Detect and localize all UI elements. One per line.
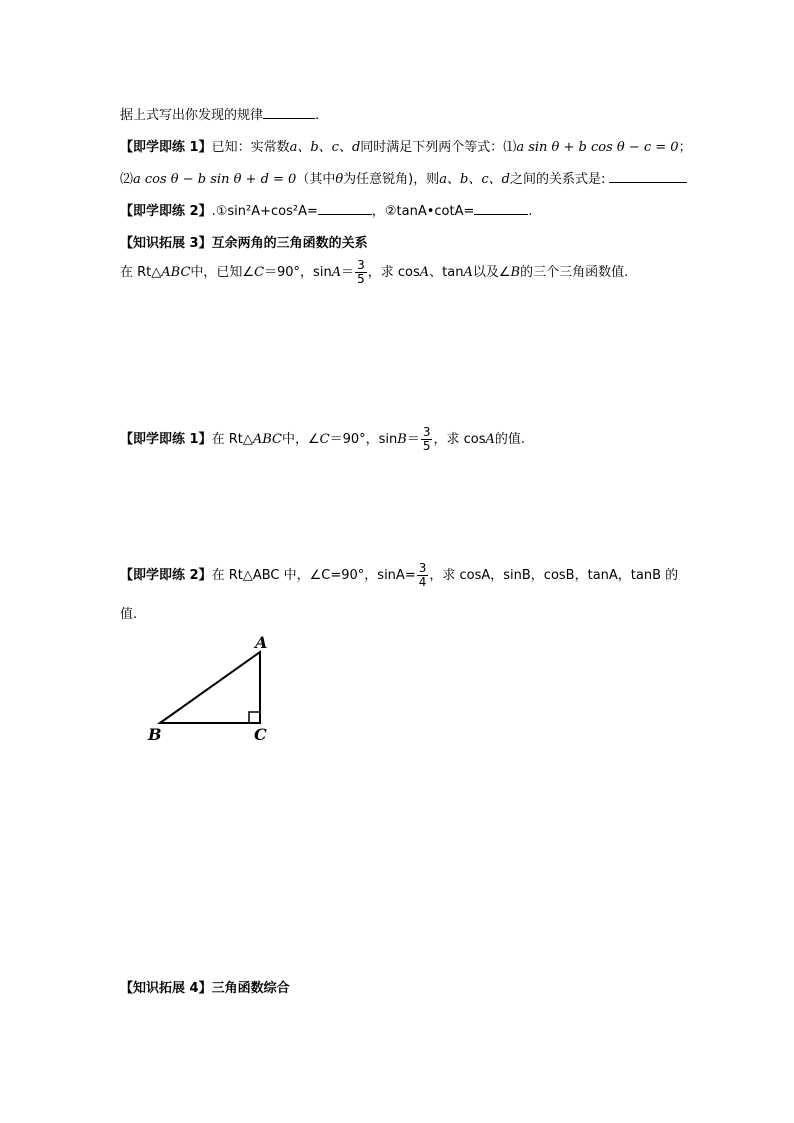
numerator: 3 xyxy=(357,258,365,272)
problem-text: 、tan xyxy=(429,265,464,280)
problem-text: 在 Rt△ABC 中，∠C=90°，sinA= xyxy=(211,568,416,583)
practice-2-problem xyxy=(120,562,678,589)
comma: ， xyxy=(371,204,385,219)
triangle-shape xyxy=(160,652,260,723)
separator: ； xyxy=(678,140,692,155)
numerator: 3 xyxy=(422,425,431,439)
fraction xyxy=(421,426,433,453)
practice-tag: 【即学即练 1】 xyxy=(120,432,212,447)
equation-2: a cos θ − b sin θ + d = 0 xyxy=(133,172,297,187)
equation-label: ⑴ xyxy=(503,140,517,155)
variables: a、b、c、d xyxy=(289,140,361,155)
triangle-name: ABC xyxy=(252,432,282,447)
angle-a: A xyxy=(485,432,495,447)
practice-text: 已知：实常数 xyxy=(211,140,290,155)
right-triangle-diagram xyxy=(140,630,290,750)
fraction xyxy=(355,259,367,286)
problem-text: ＝90°，sin xyxy=(329,432,398,447)
practice-2-problem-cont xyxy=(120,603,137,622)
problem-text: 的值. xyxy=(494,432,526,447)
rule-question-text: 据上式写出你发现的规律 xyxy=(120,108,264,123)
angle-a: A xyxy=(419,265,430,280)
period: . xyxy=(528,204,533,219)
practice-2-line xyxy=(120,200,533,219)
angle-a: A xyxy=(331,265,342,280)
problem-text: ＝90°，sin xyxy=(264,265,332,280)
problem-text: ，求 cos xyxy=(433,432,486,447)
condition-open: （其中 xyxy=(296,172,336,187)
problem-text: ，求 cosA，sinB，cosB，tanA，tanB 的 xyxy=(429,568,679,583)
practice-tag: 【即学即练 2】 xyxy=(120,204,212,219)
vertex-label-a: A xyxy=(255,633,268,652)
answer-blank[interactable] xyxy=(318,202,372,215)
condition-close: 为任意锐角)，则 xyxy=(343,172,440,187)
extension-3-heading xyxy=(120,232,368,251)
rule-question xyxy=(120,104,319,123)
period: . xyxy=(315,108,320,123)
extension-tag: 【知识拓展 3】 xyxy=(120,236,212,251)
fraction xyxy=(417,562,429,589)
equals: ＝ xyxy=(406,432,420,447)
practice-tag: 【即学即练 1】 xyxy=(120,140,212,155)
angle-c: C xyxy=(254,265,265,280)
problem-text: ，求 cos xyxy=(367,265,420,280)
denominator: 5 xyxy=(422,439,431,453)
vertex-label-b: B xyxy=(148,725,162,744)
problem-text: 在 Rt△ xyxy=(211,432,253,447)
vertex-label-c: C xyxy=(254,725,267,744)
problem-text: 中，∠ xyxy=(281,432,320,447)
identity-1: .①sin²A+cos²A= xyxy=(211,204,318,219)
triangle-name: ABC xyxy=(161,265,191,280)
extension-3-problem xyxy=(120,259,628,286)
equation-1: a sin θ + b cos θ − c = 0 xyxy=(516,140,679,155)
problem-text: 在 Rt△ xyxy=(120,265,162,280)
practice-1-line-1 xyxy=(120,136,692,155)
angle-c: C xyxy=(319,432,330,447)
practice-text-mid: 同时满足下列两个等式： xyxy=(360,140,504,155)
problem-text: 的三个三角函数值. xyxy=(520,265,629,280)
extension-tag: 【知识拓展 4】 xyxy=(120,981,212,996)
practice-1-line-2 xyxy=(120,168,687,187)
problem-text: 中，已知∠ xyxy=(190,265,255,280)
right-angle-marker xyxy=(249,712,260,723)
answer-blank[interactable] xyxy=(474,202,528,215)
denominator: 4 xyxy=(418,575,427,589)
answer-blank[interactable] xyxy=(609,170,687,183)
variables: a、b、c、d xyxy=(439,172,510,187)
answer-blank[interactable] xyxy=(263,106,315,119)
practice-tag: 【即学即练 2】 xyxy=(120,568,212,583)
extension-title: 互余两角的三角函数的关系 xyxy=(211,236,368,251)
angle-b: B xyxy=(397,432,407,447)
problem-text: 值. xyxy=(120,607,138,622)
theta: θ xyxy=(335,172,344,187)
numerator: 3 xyxy=(418,561,427,575)
extension-title: 三角函数综合 xyxy=(211,981,290,996)
extension-4-heading xyxy=(120,977,290,996)
equation-label: ⑵ xyxy=(120,172,134,187)
identity-2: ②tanA•cotA= xyxy=(384,204,475,219)
practice-1-problem xyxy=(120,426,525,453)
denominator: 5 xyxy=(357,272,365,286)
problem-text: 以及∠ xyxy=(472,265,511,280)
angle-b: B xyxy=(510,265,521,280)
question-tail: 之间的关系式是: xyxy=(509,172,606,187)
angle-a: A xyxy=(463,265,473,280)
equals: ＝ xyxy=(341,265,355,280)
